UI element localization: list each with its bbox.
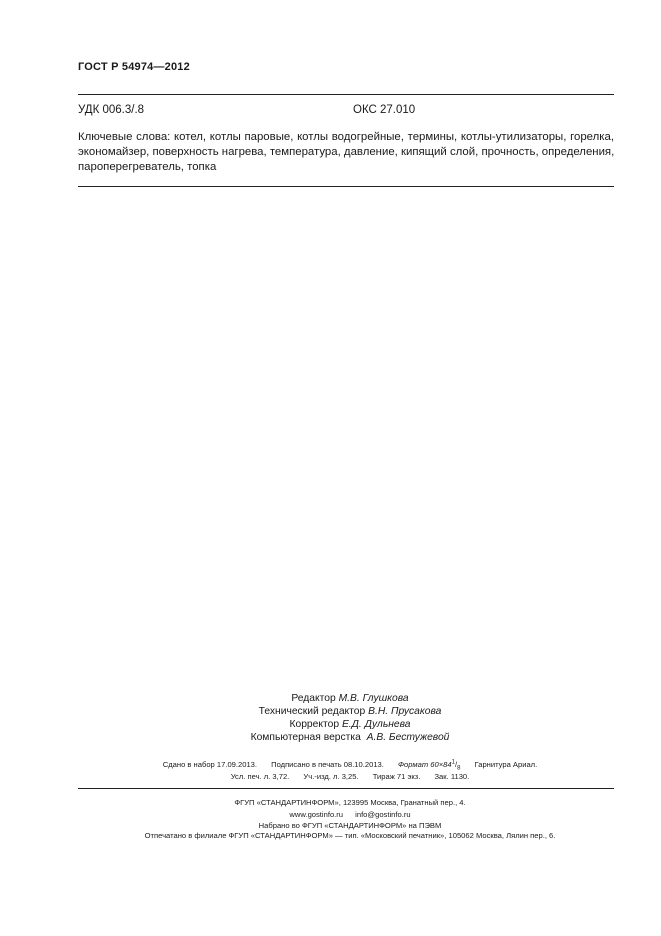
- credit-tech-editor: [200, 705, 500, 718]
- credit-name: М.В. Глушкова: [338, 693, 409, 704]
- udk-code: УДК 006.3/.8: [78, 104, 145, 116]
- imprint-signed: Подписано в печать 08.10.2013.: [271, 759, 384, 769]
- credit-name: А.В. Бестужевой: [366, 732, 450, 743]
- imprint-format: Формат $60\times 84^1/_8$: [398, 759, 461, 772]
- credits-block: [200, 692, 500, 744]
- publisher-contacts: [60, 810, 640, 819]
- credit-role: Редактор: [291, 693, 336, 704]
- credit-editor: [200, 692, 500, 705]
- imprint-print-sheets: Усл. печ. л. 3,72.: [230, 772, 290, 781]
- keywords-line: экономайзер, поверхность нагрева, температура, давление, кипящий слой, прочность, определения,: [78, 146, 615, 158]
- imprint-sent: Сдано в набор 17.09.2013.: [162, 759, 257, 769]
- keywords-divider: [78, 186, 614, 187]
- publisher-website: www.gostinfo.ru: [289, 810, 344, 819]
- publisher-address: ФГУП «СТАНДАРТИНФОРМ», 123995 Москва, Гранатный пер., 4.: [234, 798, 466, 807]
- credit-layout: [200, 731, 500, 744]
- standard-number: ГОСТ Р 54974—2012: [78, 61, 190, 73]
- credit-corrector: [200, 718, 500, 731]
- keywords-line: пароперегреватель, топка: [78, 161, 217, 173]
- imprint-order: Зак. 1130.: [434, 772, 470, 781]
- credit-role: Корректор: [289, 719, 340, 730]
- credit-role: Технический редактор: [258, 706, 366, 717]
- imprint-line-1: [80, 759, 620, 771]
- publisher-email: info@gostinfo.ru: [355, 810, 411, 819]
- top-divider: [78, 94, 614, 95]
- oks-code: ОКС 27.010: [353, 104, 416, 116]
- imprint-line-2: [80, 772, 620, 781]
- keywords-block: [78, 130, 614, 175]
- keywords-line: Ключевые слова: котел, котлы паровые, котлы водогрейные, термины, котлы-утилизаторы, горелка,: [78, 131, 614, 143]
- imprint-typeface: Гарнитура Ариал.: [474, 759, 538, 769]
- publisher-printed: Отпечатано в филиале ФГУП «СТАНДАРТИНФОРМ» — тип. «Московский печатник», 105062 Москва, Лялин пер., 6.: [144, 831, 556, 840]
- imprint-divider: [78, 788, 614, 789]
- imprint-publish-sheets: Уч.-изд. л. 3,25.: [303, 772, 359, 781]
- credit-name: Е.Д. Дульнева: [341, 719, 411, 730]
- credit-role: Компьютерная верстка: [250, 732, 361, 743]
- imprint-run: Тираж 71 экз.: [372, 772, 421, 781]
- credit-name: В.Н. Прусакова: [368, 706, 442, 717]
- publisher-typeset: Набрано во ФГУП «СТАНДАРТИНФОРМ» на ПЭВМ: [258, 821, 442, 830]
